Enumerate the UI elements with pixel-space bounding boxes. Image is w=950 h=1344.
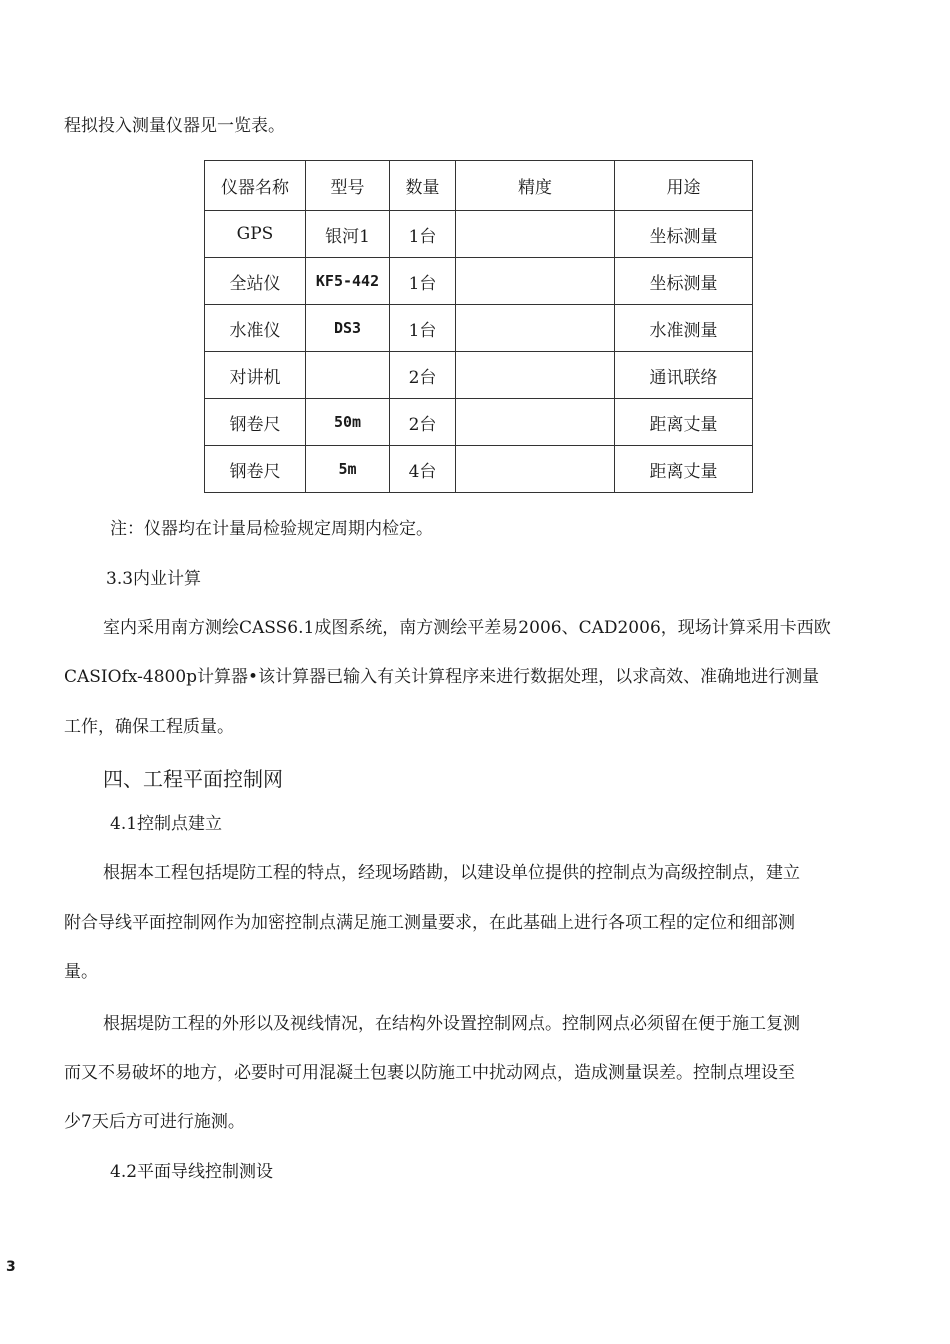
table-cell: 钢卷尺 [205,399,306,446]
paragraph-line: 根据堤防工程的外形以及视线情况，在结构外设置控制网点。控制网点必须留在便于施工复测 [103,1014,800,1034]
paragraph-line: 而又不易破坏的地方，必要时可用混凝土包裹以防施工中扰动网点，造成测量误差。控制点埋设至 [64,1063,795,1083]
table-cell: 4台 [390,446,456,493]
table-cell [306,352,390,399]
paragraph-line: 附合导线平面控制网作为加密控制点满足施工测量要求，在此基础上进行各项工程的定位和细部测 [64,913,795,933]
table-cell [456,399,615,446]
table-cell: 坐标测量 [615,258,753,305]
table-cell: 水准测量 [615,305,753,352]
table-cell [456,305,615,352]
table-header-row [205,161,753,211]
table-cell: 5m [306,446,390,493]
table-cell: 通讯联络 [615,352,753,399]
table-cell: 距离丈量 [615,446,753,493]
paragraph-line: 少7天后方可进行施测。 [64,1112,245,1132]
paragraph-line: 根据本工程包括堤防工程的特点，经现场踏勘，以建设单位提供的控制点为高级控制点，建立 [103,863,800,883]
table-cell: 钢卷尺 [205,446,306,493]
table-cell: 2台 [390,399,456,446]
section-title-4-2: 4.2平面导线控制测设 [110,1162,274,1182]
chapter-title-4: 四、工程平面控制网 [103,767,283,791]
table-header-cell: 型号 [306,161,390,211]
table-cell [456,211,615,258]
table-cell [456,352,615,399]
instrument-table [204,160,753,493]
section-title-3-3: 3.3内业计算 [106,569,202,589]
table-cell: 坐标测量 [615,211,753,258]
table-cell [456,258,615,305]
table-header-cell: 用途 [615,161,753,211]
table-cell: 2台 [390,352,456,399]
intro-line: 程拟投入测量仪器见一览表。 [64,116,285,136]
table-cell: 水准仪 [205,305,306,352]
table-header-cell: 仪器名称 [205,161,306,211]
table-cell: KF5-442 [306,258,390,305]
table-row [205,258,753,305]
table-row [205,399,753,446]
table-cell: 对讲机 [205,352,306,399]
paragraph-line: 量。 [64,962,98,982]
table-cell: 1台 [390,305,456,352]
table-cell: 距离丈量 [615,399,753,446]
table-row [205,352,753,399]
paragraph-line: 工作，确保工程质量。 [64,717,234,737]
table-header-cell: 精度 [456,161,615,211]
page-number: 3 [6,1259,16,1275]
section-title-4-1: 4.1控制点建立 [110,814,223,834]
table-row [205,305,753,352]
table-cell: 全站仪 [205,258,306,305]
table-cell: DS3 [306,305,390,352]
table-cell: 1台 [390,211,456,258]
table-cell: 银河1 [306,211,390,258]
paragraph-line: 室内采用南方测绘CASS6.1成图系统，南方测绘平差易2006、CAD2006，现场计算采用卡西欧 [103,618,831,638]
table-cell [456,446,615,493]
table-cell: 1台 [390,258,456,305]
table-header-cell: 数量 [390,161,456,211]
table-note: 注：仪器均在计量局检验规定周期内检定。 [110,519,433,539]
table-row [205,211,753,258]
table-cell: GPS [205,211,306,258]
paragraph-line: CASIOfx-4800p计算器•该计算器已输入有关计算程序来进行数据处理，以求高效、准确地进行测量 [64,667,820,687]
table-row [205,446,753,493]
table-cell: 50m [306,399,390,446]
